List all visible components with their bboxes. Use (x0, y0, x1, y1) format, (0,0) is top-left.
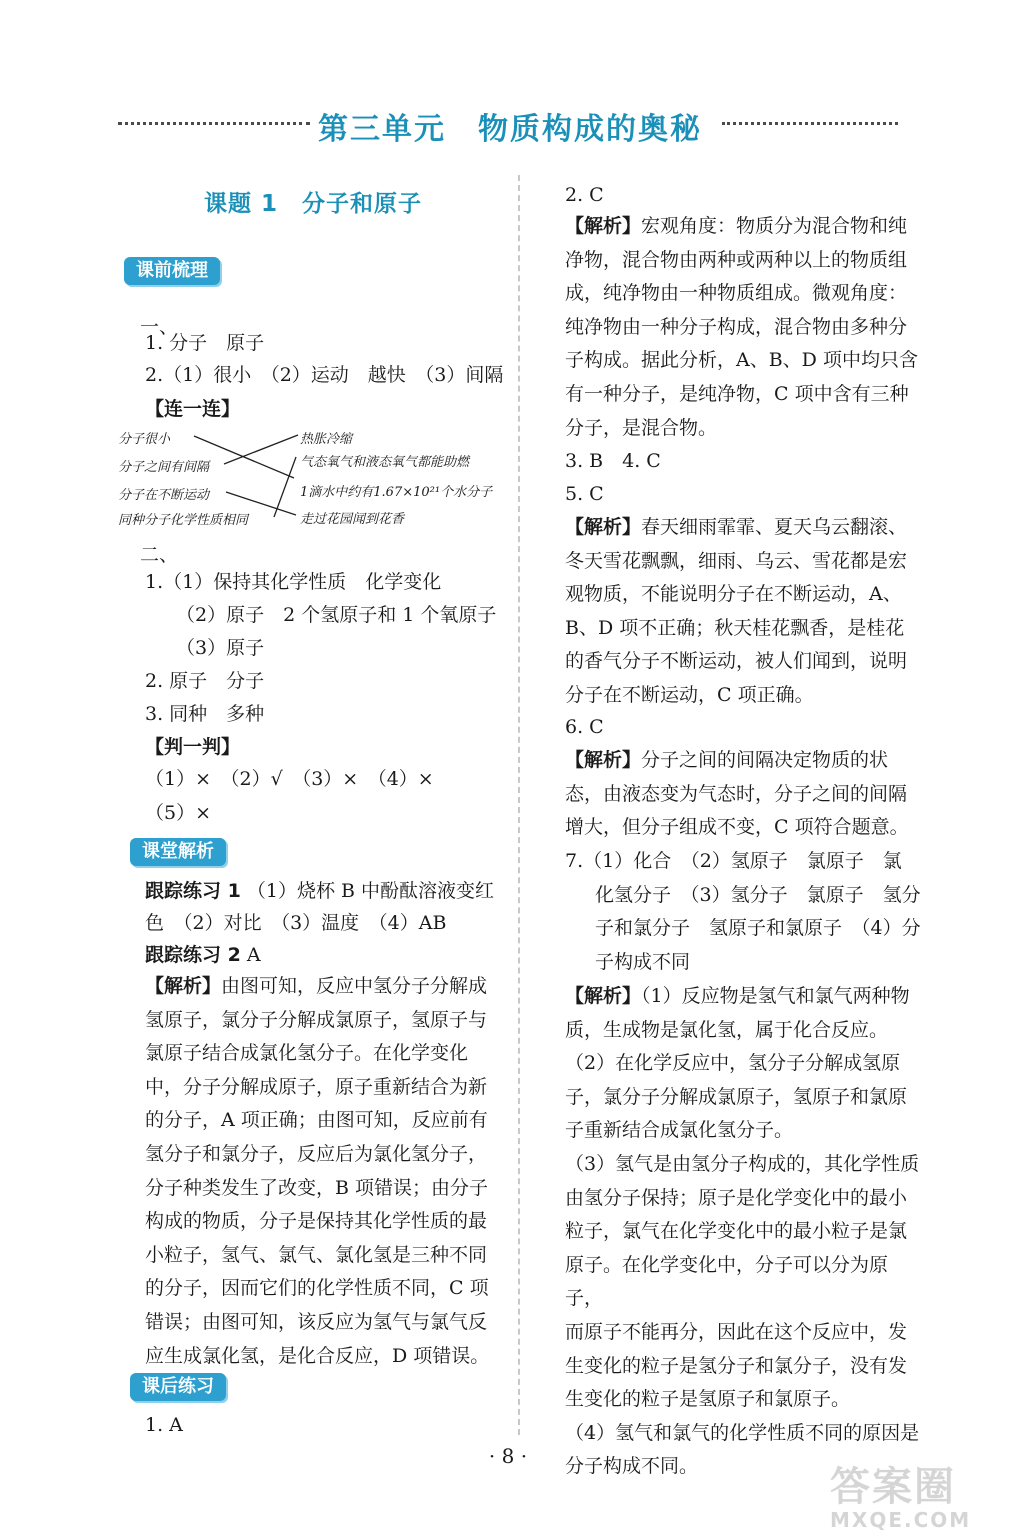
analysis-label: 【解析】 (565, 749, 642, 771)
post-item-1: 1. A (145, 1414, 183, 1436)
answer-6: 6. C (565, 716, 604, 738)
track1-label: 跟踪练习 1 (145, 880, 241, 902)
watermark-bottom: MXQE.COM (830, 1508, 972, 1532)
analysis-line (565, 744, 925, 778)
analysis-line: 氢分子和氯分子，反应后为氯化氢分子， (145, 1142, 488, 1165)
analysis-line: 生变化的粒子是氢分子和氯分子，没有发 (565, 1354, 908, 1377)
judge-heading: 【判一判】 (145, 736, 241, 758)
answer-3-4: 3. B 4. C (565, 450, 661, 472)
section-badge-class: 课堂解析 (130, 838, 226, 866)
track2-label: 跟踪练习 2 (145, 944, 241, 966)
analysis-line: 子构成。据此分析，A、B、D 项中均只含 (565, 349, 918, 372)
analysis-line: （2）在化学反应中，氢分子分解成氢原 (565, 1052, 901, 1075)
header-dots-right (722, 122, 898, 125)
match-right-4: 走过花园闻到花香 (300, 512, 405, 527)
answer-7 (565, 845, 925, 979)
match-left-1: 分子很小 (118, 432, 171, 447)
analysis-line: 净物，混合物由两种或两种以上的物质组 (565, 248, 908, 271)
analysis-line: 氯原子结合成氯化氢分子。在化学变化 (145, 1042, 469, 1065)
analysis-text: 春天细雨霏霏、夏天乌云翻滚、 (641, 516, 908, 538)
page-number: · 8 · (488, 1444, 528, 1468)
analysis-line: 分子，是混合物。 (565, 416, 718, 439)
match-right-1: 热胀冷缩 (300, 432, 353, 447)
analysis-line: 子重新结合成氯化氢分子。 (565, 1119, 794, 1142)
header-dots-left (118, 122, 310, 125)
analysis-text: 宏观角度：物质分为混合物和纯 (641, 215, 908, 237)
analysis-line: 的香气分子不断运动，被人们闻到，说明 (565, 650, 908, 673)
track2-answer: A (246, 944, 261, 966)
answer-7-line: 子和氯分子 氢原子和氯原子 （4）分 (595, 917, 921, 940)
analysis-line: 粒子，氯气在化学变化中的最小粒子是氯 (565, 1220, 908, 1243)
section-one-heading: 一、 (140, 316, 179, 338)
answer-7-line: 7.（1）化合 （2）氢原子 氯原子 氯 (565, 850, 902, 872)
analysis-line: B、D 项不正确；秋天桂花飘香，是桂花 (565, 616, 905, 639)
analysis-label: 【解析】 (565, 985, 642, 1007)
analysis-line: 氢原子，氯分子分解成氯原子，氢原子与 (145, 1008, 488, 1031)
analysis-line (145, 970, 510, 1004)
item-two-2: 2. 原子 分子 (145, 670, 265, 692)
analysis-line: 小粒子，氢气、氯气、氯化氢是三种不同 (145, 1243, 488, 1266)
analysis-line: 由氢分子保持；原子是化学变化中的最小 (565, 1186, 908, 1209)
item-one-2: 2.（1）很小 （2）运动 越快 （3）间隔 (145, 364, 504, 386)
track2-line (145, 940, 261, 970)
answer-2: 2. C (565, 184, 604, 206)
analysis-line: 成，纯净物由一种物质组成。微观角度： (565, 282, 908, 305)
match-line (274, 457, 296, 517)
match-line (224, 435, 298, 464)
analysis-line: 子，氯分子分解成氯原子，氢原子和氯原 (565, 1085, 908, 1108)
analysis-line: 生变化的粒子是氢原子和氯原子。 (565, 1388, 851, 1411)
track1-text: （1）烧杯 B 中酚酞溶液变红 (246, 880, 495, 902)
analysis-line: 而原子不能再分，因此在这个反应中，发 (565, 1320, 908, 1343)
match-left-2: 分子之间有间隔 (118, 460, 210, 475)
analysis-line: 的分子，因而它们的化学性质不同，C 项 (145, 1277, 489, 1300)
answer-5: 5. C (565, 483, 604, 505)
analysis-line: （4）氢气和氯气的化学性质不同的原因是 (565, 1421, 920, 1444)
analysis-line: 的分子，A 项正确；由图可知，反应前有 (145, 1109, 488, 1132)
analysis-line: 纯净物由一种分子构成，混合物由多种分 (565, 315, 908, 338)
answer-7-line: 化氢分子 （3）氢分子 氯原子 氢分 (595, 883, 921, 906)
analysis-line: 态，由液态变为气态时，分子之间的间隔 (565, 782, 908, 805)
section-badge-post: 课后练习 (130, 1373, 226, 1401)
analysis-line: 分子构成不同。 (565, 1455, 699, 1478)
match-left-4: 同种分子化学性质相同 (118, 513, 249, 528)
analysis-line (565, 210, 925, 244)
analysis-line (565, 511, 925, 545)
match-heading: 【连一连】 (145, 398, 241, 420)
analysis-line: 构成的物质，分子是保持其化学性质的最 (145, 1210, 488, 1233)
item-two-1a: 1.（1）保持其化学性质 化学变化 (145, 571, 442, 593)
answer-7-analysis (565, 980, 925, 1484)
match-right-3: 1滴水中约有1.67×10²¹个水分子 (300, 485, 493, 500)
analysis-line: 有一种分子，是纯净物，C 项中含有三种 (565, 382, 909, 405)
answer-6-analysis (565, 744, 925, 845)
analysis-text: 由图可知，反应中氢分子分解成 (221, 975, 488, 997)
match-left-3: 分子在不断运动 (118, 488, 210, 503)
column-divider (518, 175, 520, 1435)
item-two-1c: （3）原子 (176, 637, 265, 659)
analysis-line: 增大，但分子组成不变，C 项符合题意。 (565, 816, 909, 839)
watermark (830, 1465, 1000, 1535)
analysis-line: （3）氢气是由氢分子构成的，其化学性质 (565, 1152, 920, 1175)
analysis-line: 质，生成物是氯化氢，属于化合反应。 (565, 1018, 889, 1041)
answer-5-analysis (565, 511, 925, 713)
section-two-heading: 二、 (140, 544, 179, 566)
analysis-line: 中，分子分解成原子，原子重新结合为新 (145, 1075, 488, 1098)
item-two-1b: （2）原子 2 个氢原子和 1 个氧原子 (176, 604, 497, 626)
answer-2-analysis (565, 210, 925, 445)
judge-row-2: （5）× (145, 802, 212, 824)
analysis-label: 【解析】 (145, 975, 222, 997)
analysis-line: 分子种类发生了改变，B 项错误；由分子 (145, 1176, 489, 1199)
track1-line2: 色 （2）对比 （3）温度 （4）AB (145, 912, 447, 934)
item-two-3: 3. 同种 多种 (145, 703, 265, 725)
analysis-line: 观物质，不能说明分子在不断运动，A、 (565, 583, 902, 606)
left-analysis (145, 970, 510, 1373)
analysis-line: 原子。在化学变化中，分子可以分为原子， (565, 1253, 889, 1310)
judge-row-1: （1）× （2）√ （3）× （4）× (145, 768, 434, 790)
analysis-label: 【解析】 (565, 215, 642, 237)
analysis-line (565, 980, 925, 1014)
section-badge-pre: 课前梳理 (124, 257, 220, 285)
analysis-line: 分子在不断运动，C 项正确。 (565, 683, 814, 706)
track1-line1 (145, 876, 494, 906)
answer-7-line: 子构成不同 (595, 950, 691, 973)
match-right-2: 气态氧气和液态氧气都能助燃 (300, 455, 470, 470)
analysis-text: 分子之间的间隔决定物质的状 (641, 749, 889, 771)
analysis-line: 应生成氯化氢，是化合反应，D 项错误。 (145, 1344, 490, 1367)
item-one-1: 1. 分子 原子 (145, 332, 265, 354)
analysis-text: （1）反应物是氢气和氯气两种物 (641, 985, 910, 1007)
lesson-title: 课题 1 分子和原子 (204, 191, 423, 217)
analysis-line: 冬天雪花飘飘，细雨、乌云、雪花都是宏 (565, 549, 908, 572)
watermark-top: 答案圈 (830, 1464, 956, 1510)
analysis-line: 错误；由图可知，该反应为氢气与氯气反 (145, 1310, 488, 1333)
unit-title: 第三单元 物质构成的奥秘 (318, 112, 702, 147)
analysis-label: 【解析】 (565, 516, 642, 538)
